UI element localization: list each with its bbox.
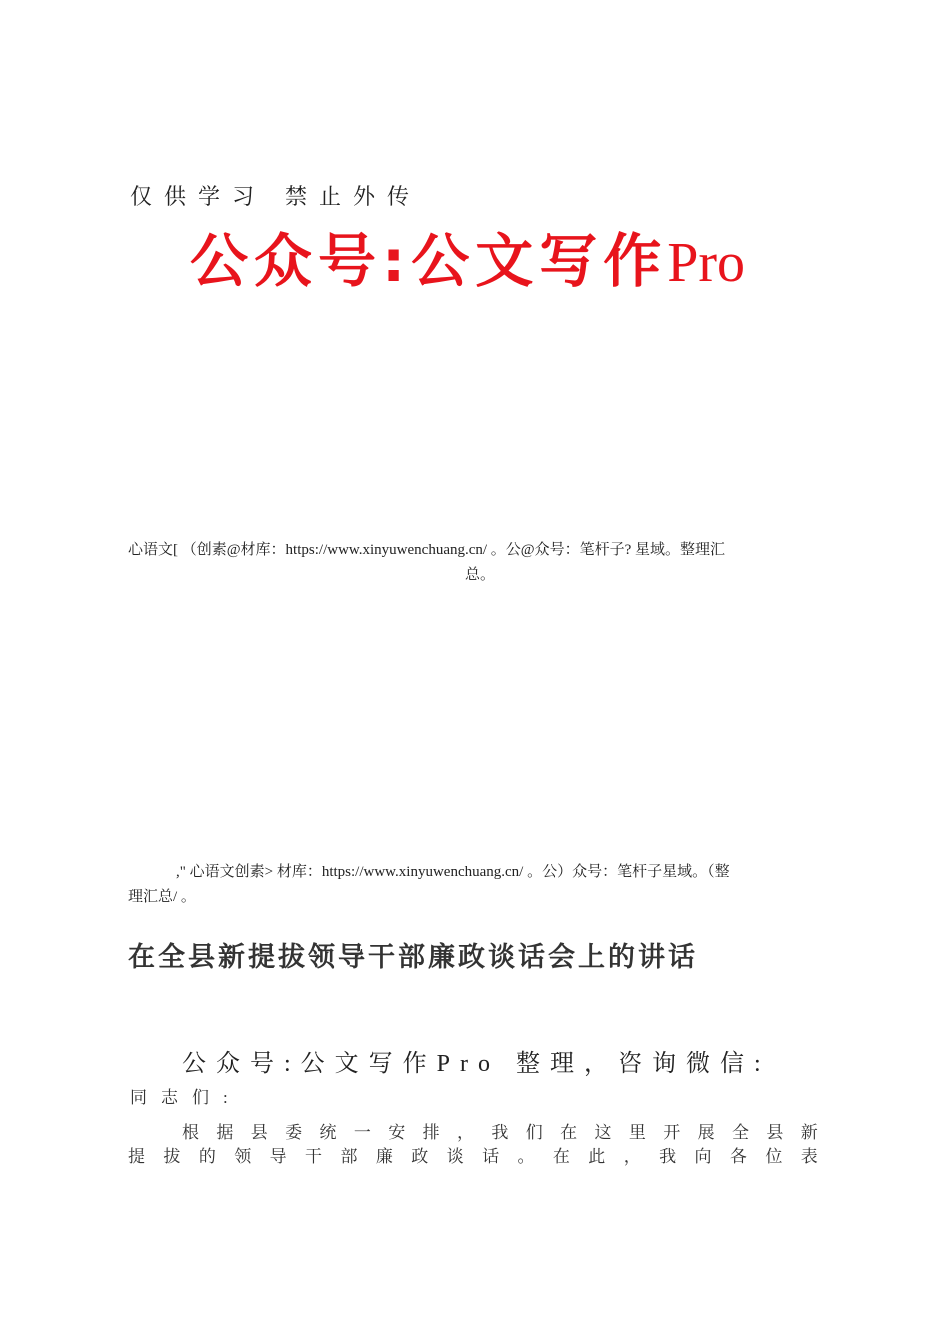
paragraph-line-2: 提 拔 的 领 导 干 部 廉 政 谈 话 。 在 此 ， 我 向 各 位 表 (128, 1147, 818, 1166)
source-note-2 (128, 860, 832, 910)
source-note-1 (128, 538, 832, 588)
source-note-2-line2: 理汇总/ 。 (128, 889, 196, 905)
restriction-notice: 仅供学习 禁止外传 (130, 185, 421, 210)
document-subtitle: 公众号:公文写作Pro 整理，咨询微信: (182, 1051, 771, 1077)
paragraph-line-1: 根 据 县 委 统 一 安 排 ， 我 们 在 这 里 开 展 全 县 新 (182, 1123, 818, 1142)
banner-text: 公众号:公文写作 (190, 227, 668, 295)
source-note-1-line1: 心语文[ （创素@材库：https://www.xinyuwenchuang.cn/ 。公@众号：笔杆子? 星域。整理汇 (128, 542, 726, 558)
document-title: 在全县新提拔领导干部廉政谈话会上的讲话 (128, 942, 698, 973)
source-note-1-line2: 总。 (464, 567, 495, 583)
greeting: 同志们: (130, 1088, 242, 1107)
source-note-2-line1: ," 心语文创素> 材库：https://www.xinyuwenchuang.cn/ 。公）众号：笔杆子星域。（整 (176, 864, 730, 880)
wechat-account-banner (190, 226, 745, 298)
banner-pro: Pro (667, 232, 745, 294)
